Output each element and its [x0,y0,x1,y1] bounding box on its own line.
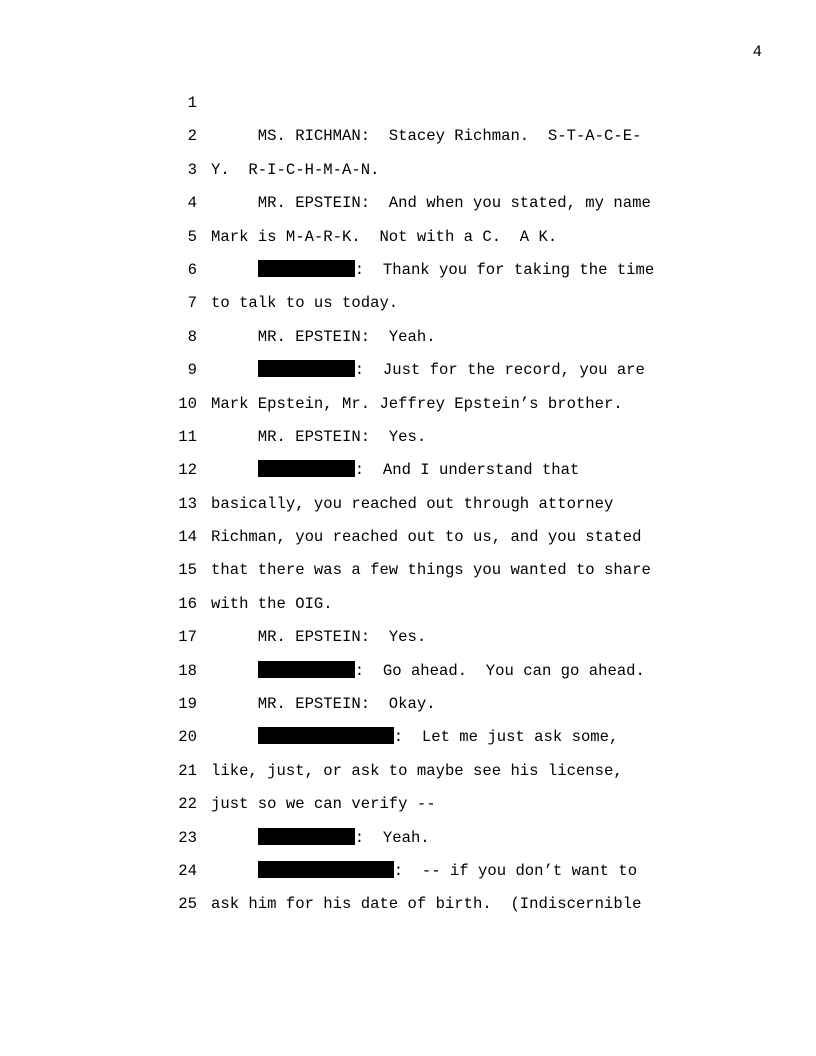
line-indent [211,261,258,279]
redaction-box [258,260,355,277]
transcript-line [0,828,816,861]
line-number: 8 [187,327,197,346]
line-text [211,460,579,480]
transcript-line [0,661,816,694]
line-indent [211,662,258,680]
transcript-line [0,727,816,760]
line-text: MR. EPSTEIN: Yeah. [211,327,436,346]
line-text: MR. EPSTEIN: And when you stated, my name [211,194,651,213]
line-indent [211,461,258,479]
transcript-line [0,460,816,493]
line-text: that there was a few things you wanted to share [211,561,651,580]
line-text: Richman, you reached out to us, and you stated [211,528,642,547]
line-number: 1 [187,94,197,112]
line-number: 6 [187,260,197,279]
line-text: MS. RICHMAN: Stacey Richman. S-T-A-C-E- [211,127,642,146]
speaker-text: : Thank you for taking the time [354,260,655,279]
transcript-line [0,160,816,193]
transcript-line [0,93,816,126]
transcript-line [0,327,816,360]
line-text [211,861,637,881]
transcript-line [0,260,816,293]
speaker-text: : Just for the record, you are [354,361,645,380]
line-number: 16 [178,594,197,613]
line-indent [211,862,258,880]
redaction-box [258,360,355,377]
transcript-line [0,594,816,627]
line-text [211,661,645,681]
redaction-box [258,460,355,477]
transcript-line [0,794,816,827]
line-indent [211,728,258,746]
line-indent [211,829,258,847]
page-number: 4 [752,43,762,61]
line-number: 18 [178,661,197,680]
line-number: 15 [178,561,197,580]
line-number: 11 [178,427,197,446]
transcript-line [0,894,816,927]
transcript-line [0,527,816,560]
redaction-box [258,727,394,744]
transcript-line [0,126,816,159]
line-text [211,828,430,848]
line-text [211,360,645,380]
line-text: basically, you reached out through attorney [211,494,614,513]
line-text: MR. EPSTEIN: Okay. [211,695,436,714]
speaker-text: : Let me just ask some, [393,728,619,747]
transcript-line [0,627,816,660]
line-number: 10 [178,394,197,413]
line-number: 9 [187,361,197,380]
transcript-line [0,394,816,427]
line-text: with the OIG. [211,594,333,613]
line-text: like, just, or ask to maybe see his license, [211,761,623,780]
speaker-text: : Yeah. [354,828,430,847]
line-text: Mark Epstein, Mr. Jeffrey Epstein’s brother. [211,394,623,413]
transcript-line [0,360,816,393]
line-text: ask him for his date of birth. (Indiscernible [211,895,642,914]
line-number: 24 [178,861,197,880]
transcript-line [0,427,816,460]
redaction-box [258,861,394,878]
transcript-line [0,494,816,527]
line-text: Mark is M-A-R-K. Not with a C. A K. [211,227,558,246]
line-number: 22 [178,795,197,814]
line-number: 25 [178,895,197,914]
line-indent [211,361,258,379]
line-number: 21 [178,761,197,780]
line-text: just so we can verify -- [211,795,436,814]
transcript-body [0,93,816,928]
line-text [211,260,654,280]
transcript-line [0,193,816,226]
line-number: 2 [187,127,197,146]
transcript-line [0,694,816,727]
line-number: 20 [178,728,197,747]
redaction-box [258,828,355,845]
speaker-text: : And I understand that [354,461,580,480]
transcript-line [0,293,816,326]
transcript-line [0,761,816,794]
line-number: 13 [178,494,197,513]
transcript-line [0,227,816,260]
line-number: 5 [187,227,197,246]
line-number: 4 [187,194,197,213]
line-text: MR. EPSTEIN: Yes. [211,628,427,647]
line-text: MR. EPSTEIN: Yes. [211,427,427,446]
line-text [211,727,618,747]
line-number: 23 [178,828,197,847]
line-text: to talk to us today. [211,294,399,313]
transcript-line [0,560,816,593]
line-number: 12 [178,461,197,480]
speaker-text: : -- if you don’t want to [393,861,638,880]
line-number: 19 [178,695,197,714]
transcript-line [0,861,816,894]
speaker-text: : Go ahead. You can go ahead. [354,661,645,680]
line-number: 14 [178,528,197,547]
line-number: 7 [187,294,197,313]
line-text: Y. R-I-C-H-M-A-N. [211,160,380,179]
redaction-box [258,661,355,678]
line-number: 17 [178,628,197,647]
line-number: 3 [187,160,197,179]
